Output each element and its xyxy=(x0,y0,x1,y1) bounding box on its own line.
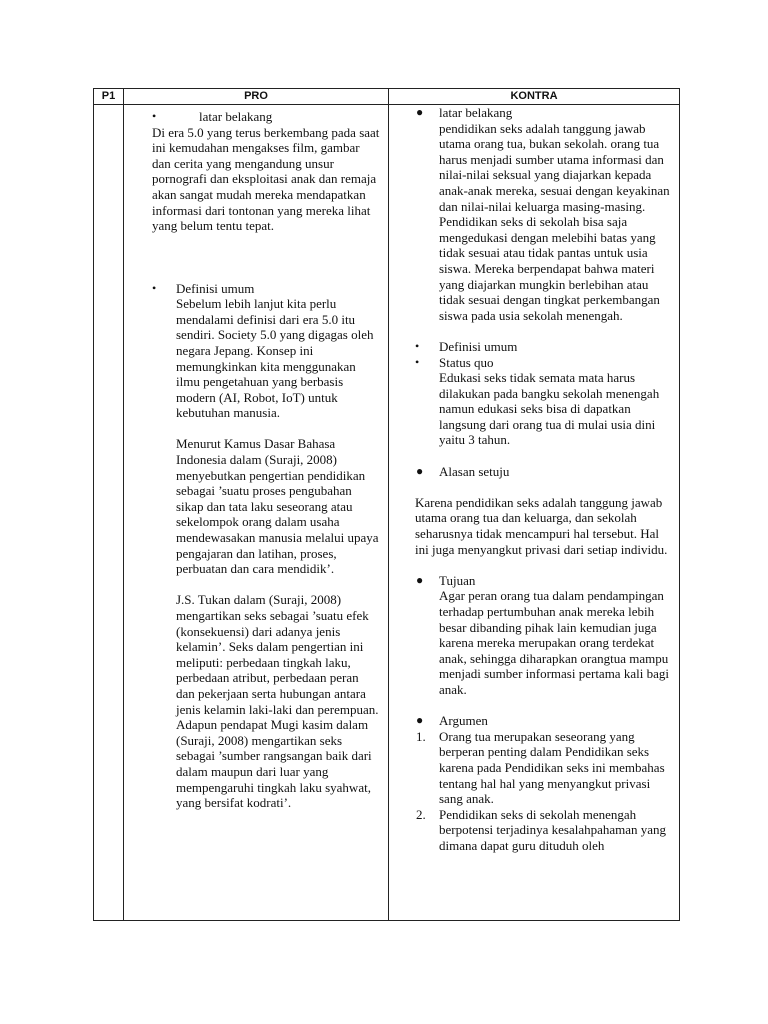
content-row xyxy=(94,105,680,921)
bullet-icon: • xyxy=(152,109,157,123)
kontra-cell xyxy=(389,105,680,921)
kontra-tujuan-label: Tujuan xyxy=(439,572,476,588)
header-kontra: KONTRA xyxy=(389,89,680,105)
argumen-number: 2. xyxy=(416,806,426,822)
argumen-item-1 xyxy=(416,728,673,807)
kontra-status-label: Status quo xyxy=(439,354,494,370)
header-p1: P1 xyxy=(94,89,124,105)
pro-latar-label: latar belakang xyxy=(199,109,273,124)
debate-table xyxy=(93,88,680,921)
kontra-argumen-heading xyxy=(416,713,673,729)
pro-definisi-text: Sebelum lebih lanjut kita perlu mendalami definisi dari era 5.0 itu sendiri. Society 5.0 yang digagas oleh negara Jepang. Konsep ini memungkinkan kita menggunakan ilmu pengetahuan yang berbasis modern (AI, Robot, IoT) untuk kebutuhan manusia. xyxy=(176,296,374,421)
pro-tukan-text: J.S. Tukan dalam (Suraji, 2008) mengartikan seks sebagai ’suatu efek (konsekuensi) dari adanya jenis kelamin’. Seks dalam pengertian ini meliputi: perbedaan tingkah laku, perbedaan atribut, perbedaan peran dan pekerjaan serta hubungan antara jenis kelamin laki-laki dan perempuan. Adapun pendapat Mugi kasim dalam (Suraji, 2008) mengartikan seks sebagai ’sumber rangsangan baik dari dalam maupun dari luar yang mempengaruhi tingkah laku syahwat, yang bersifat kodrati’. xyxy=(176,592,379,811)
kontra-tujuan-text: Agar peran orang tua dalam pendampingan terhadap pertumbuhan anak mereka lebih besar dibanding pihak lain kemudian juga karena mereka merupakan orang terdekat anak, sehingga diharapkan orangtua mampu menjadi sumber informasi pertama kali bagi anak. xyxy=(439,588,669,697)
pro-cell xyxy=(124,105,389,921)
argumen-text: Pendidikan seks di sekolah menengah berpotensi terjadinya kesalahpahaman yang dimana dapat guru dituduh oleh xyxy=(439,806,667,853)
kontra-latar-label: latar belakang xyxy=(439,105,513,120)
kontra-definisi-heading xyxy=(415,338,673,355)
p1-cell xyxy=(94,105,124,921)
kontra-tujuan-heading xyxy=(416,572,673,589)
bullet-icon: • xyxy=(415,354,420,369)
bullet-icon: • xyxy=(152,280,157,295)
kontra-status-heading xyxy=(415,354,673,371)
kontra-latar-text: pendidikan seks adalah tanggung jawab utama orang tua, bukan sekolah. orang tua harus menjadi sumber utama informasi dan nilai-nilai seksual yang diajarkan kepada anak-anak mereka, sesuai dengan keyakinan dan nilai-nilai keluarga masing-masing. Pendidikan seks di sekolah bisa saja mengedukasi dengan melebihi batas yang tidak sesuai atau tidak pantas untuk usia siswa. Mereka berpendapat bahwa materi yang diajarkan mungkin berlebihan atau tidak sesuai dengan tingkat perkembangan siswa pada usia sekolah menengah. xyxy=(439,120,670,323)
kontra-argumen-label: Argumen xyxy=(439,713,488,729)
filled-bullet-icon: ● xyxy=(416,713,424,728)
argumen-text: Orang tua merupakan seseorang yang berperan penting dalam Pendidikan seks karena pada Pendidikan seks ini membahas tentang hal hal yang menyangkut privasi sang anak. xyxy=(439,728,665,807)
pro-definisi-heading xyxy=(152,280,380,297)
kontra-status-text: Edukasi seks tidak semata mata harus dilakukan pada bangku sekolah menengah namun edukasi seks bisa di dapatkan langsung dari orang tua di mulai usia dini yaitu 3 tahun. xyxy=(439,370,660,448)
pro-definisi-label: Definisi umum xyxy=(176,280,255,296)
filled-bullet-icon: ● xyxy=(416,105,424,119)
argumen-item-2 xyxy=(416,806,673,854)
pro-latar-text: Di era 5.0 yang terus berkembang pada saat ini kemudahan mengakses film, gambar dan cerita yang mengandung unsur pornografi dan eksploitasi anak dan remaja akan sangat mudah mereka mendapatkan informasi dari tontonan yang mereka lihat yang belum tentu tepat. xyxy=(152,124,380,234)
header-pro: PRO xyxy=(124,89,389,105)
kontra-alasan-label: Alasan setuju xyxy=(439,463,510,479)
argumen-number: 1. xyxy=(416,728,426,744)
pro-kamus-text: Menurut Kamus Dasar Bahasa Indonesia dalam (Suraji, 2008) menyebutkan pengertian pendidikan sebagai ’suatu proses pengubahan sikap dan tata laku seseorang atau sekelompok orang dalam usaha mendewasakan manusia melalui upaya pengajaran dan latihan, proses, perbuatan dan cara mendidik’. xyxy=(176,436,379,577)
header-row xyxy=(94,89,680,105)
kontra-alasan-heading xyxy=(416,463,673,480)
bullet-icon: • xyxy=(415,338,420,353)
kontra-alasan-text: Karena pendidikan seks adalah tanggung jawab utama orang tua dan keluarga, dan sekolah seharusnya tidak mencampuri hal tersebut. Hal ini juga menyangkut privasi dari setiap individu. xyxy=(415,494,668,557)
pro-latar-heading xyxy=(152,109,380,125)
filled-bullet-icon: ● xyxy=(416,572,424,587)
kontra-definisi-label: Definisi umum xyxy=(439,338,518,354)
filled-bullet-icon: ● xyxy=(416,463,424,478)
kontra-latar-heading xyxy=(416,105,673,121)
